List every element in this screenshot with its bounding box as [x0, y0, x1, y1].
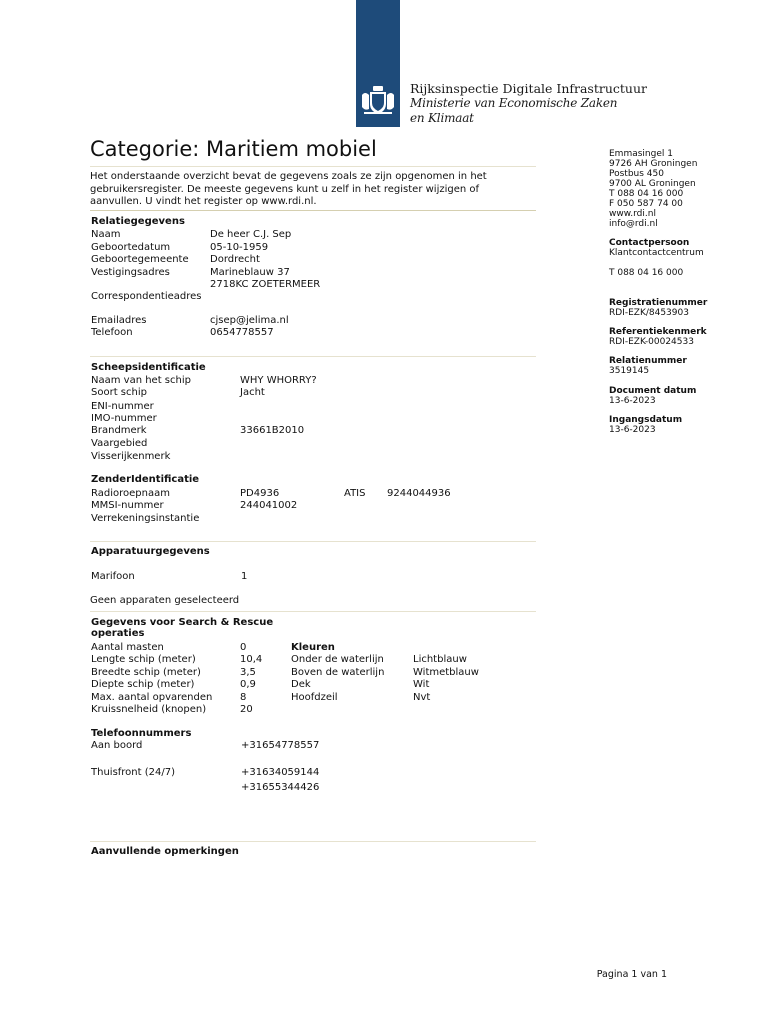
org-line-3: en Klimaat [410, 111, 474, 125]
intro-text: Het onderstaande overzicht bevat de gegevens zoals ze zijn opgenomen in het gebruikersregister. De meeste gegevens kunt u zelf in het register wijzigen of aanvullen. U vindt het register op www.rdi.nl. [90, 171, 487, 207]
sidebar-registration [609, 298, 707, 318]
section-heading-apparatuur: Apparatuurgegevens [91, 546, 210, 557]
section-heading-sar: Gegevens voor Search & Rescue operaties [91, 617, 274, 639]
field-value: 1 [241, 571, 248, 582]
phone-value: +31654778557 [241, 740, 320, 751]
field-value: 20 [240, 704, 253, 715]
field-label: Naam van het schip [91, 375, 191, 386]
email-link[interactable]: info@rdi.nl [609, 219, 658, 229]
sidebar-reference [609, 327, 707, 347]
field-label: Aan boord [91, 740, 143, 751]
field-value: 2718KC ZOETERMEER [210, 279, 321, 290]
address-line: Emmasingel 1 [609, 149, 673, 159]
colors-heading: Kleuren [291, 642, 335, 653]
address-line: F 050 587 74 00 [609, 199, 683, 209]
field-label: Hoofdzeil [291, 692, 338, 703]
sidebar-document-date [609, 386, 696, 406]
field-label: Breedte schip (meter) [91, 667, 201, 678]
section-heading-zender: ZenderIdentificatie [91, 474, 200, 485]
field-label: Geboortedatum [91, 242, 171, 253]
field-value: 10,4 [240, 654, 263, 665]
field-value: Marineblauw 37 [210, 267, 290, 278]
field-label: Marifoon [91, 571, 135, 582]
field-label: Geboortegemeente [91, 254, 189, 265]
ref-label: Referentiekenmerk [609, 327, 707, 337]
field-label: Visserijkenmerk [91, 451, 171, 462]
field-value: 3,5 [240, 667, 256, 678]
divider [90, 166, 536, 167]
crest-icon [358, 83, 398, 117]
field-value: 9244044936 [387, 488, 451, 499]
field-label: Boven de waterlijn [291, 667, 385, 678]
field-label: Verrekeningsinstantie [91, 513, 200, 524]
field-value: Wit [413, 679, 430, 690]
divider [90, 210, 536, 211]
reg-value: RDI-EZK/8453903 [609, 308, 689, 318]
email-value[interactable]: cjsep@jelima.nl [210, 315, 289, 326]
field-label: Kruissnelheid (knopen) [91, 704, 207, 715]
field-value: 0 [240, 642, 247, 653]
field-label: Vestigingsadres [91, 267, 170, 278]
start-date-label: Ingangsdatum [609, 415, 683, 425]
organization-name [410, 81, 647, 126]
page-title: Categorie: Maritiem mobiel [90, 137, 377, 161]
field-value: Dordrecht [210, 254, 260, 265]
address-line: T 088 04 16 000 [609, 189, 684, 199]
field-label: Dek [291, 679, 311, 690]
field-value: Nvt [413, 692, 431, 703]
section-heading-opmerkingen: Aanvullende opmerkingen [91, 846, 239, 857]
field-label: Vaargebied [91, 438, 148, 449]
sidebar-contact [609, 238, 704, 278]
field-value: WHY WHORRY? [240, 375, 317, 386]
divider [90, 356, 536, 357]
doc-date-value: 13-6-2023 [609, 396, 656, 406]
page-number: Pagina 1 van 1 [596, 969, 667, 980]
phone-value: +31634059144 [241, 767, 320, 778]
divider [90, 841, 536, 842]
field-value: PD4936 [240, 488, 280, 499]
field-value: 0654778557 [210, 327, 274, 338]
field-label: Aantal masten [91, 642, 164, 653]
divider [90, 611, 536, 612]
contact-phone: T 088 04 16 000 [609, 268, 684, 278]
rel-label: Relatienummer [609, 356, 687, 366]
contact-label: Contactpersoon [609, 238, 690, 248]
start-date-value: 13-6-2023 [609, 425, 656, 435]
org-line-1: Rijksinspectie Digitale Infrastructuur [410, 81, 647, 96]
field-value: 33661B2010 [240, 425, 305, 436]
sidebar-start-date [609, 415, 682, 435]
section-heading-relatie: Relatiegegevens [91, 216, 185, 227]
field-label: Radioroepnaam [91, 488, 170, 499]
field-label: Correspondentieadres [91, 291, 202, 302]
field-label: Max. aantal opvarenden [91, 692, 213, 703]
field-label: Emailadres [91, 315, 147, 326]
doc-date-label: Document datum [609, 386, 697, 396]
sidebar-relation [609, 356, 687, 376]
field-label: MMSI-nummer [91, 500, 164, 511]
field-label: Soort schip [91, 387, 147, 398]
field-label: Thuisfront (24/7) [91, 767, 175, 778]
section-heading-telefoon: Telefoonnummers [91, 728, 192, 739]
contact-value: Klantcontactcentrum [609, 248, 704, 258]
note-text: Geen apparaten geselecteerd [90, 595, 240, 606]
address-line: 9700 AL Groningen [609, 179, 696, 189]
rel-value: 3519145 [609, 366, 650, 376]
field-value: 05-10-1959 [210, 242, 269, 253]
field-value: 0,9 [240, 679, 256, 690]
field-label: Telefoon [91, 327, 133, 338]
section-heading-schip: Scheepsidentificatie [91, 362, 206, 373]
reg-label: Registratienummer [609, 298, 708, 308]
address-line: 9726 AH Groningen [609, 159, 698, 169]
field-label: Brandmerk [91, 425, 147, 436]
field-label: Diepte schip (meter) [91, 679, 195, 690]
field-value: De heer C.J. Sep [210, 229, 292, 240]
field-label: Onder de waterlijn [291, 654, 384, 665]
address-line: Postbus 450 [609, 169, 664, 179]
phone-value: +31655344426 [241, 782, 320, 793]
field-label: ATIS [344, 488, 366, 499]
field-value: Jacht [240, 387, 265, 398]
field-value: Witmetblauw [413, 667, 479, 678]
divider [90, 541, 536, 542]
website-link[interactable]: www.rdi.nl [609, 209, 656, 219]
sidebar-address [609, 149, 697, 229]
ref-value: RDI-EZK-00024533 [609, 337, 694, 347]
field-label: IMO-nummer [91, 413, 157, 424]
org-line-2: Ministerie van Economische Zaken [410, 96, 618, 110]
field-label: ENI-nummer [91, 401, 154, 412]
field-value: 244041002 [240, 500, 298, 511]
field-value: Lichtblauw [413, 654, 467, 665]
field-value: 8 [240, 692, 247, 703]
field-label: Naam [91, 229, 121, 240]
field-label: Lengte schip (meter) [91, 654, 196, 665]
